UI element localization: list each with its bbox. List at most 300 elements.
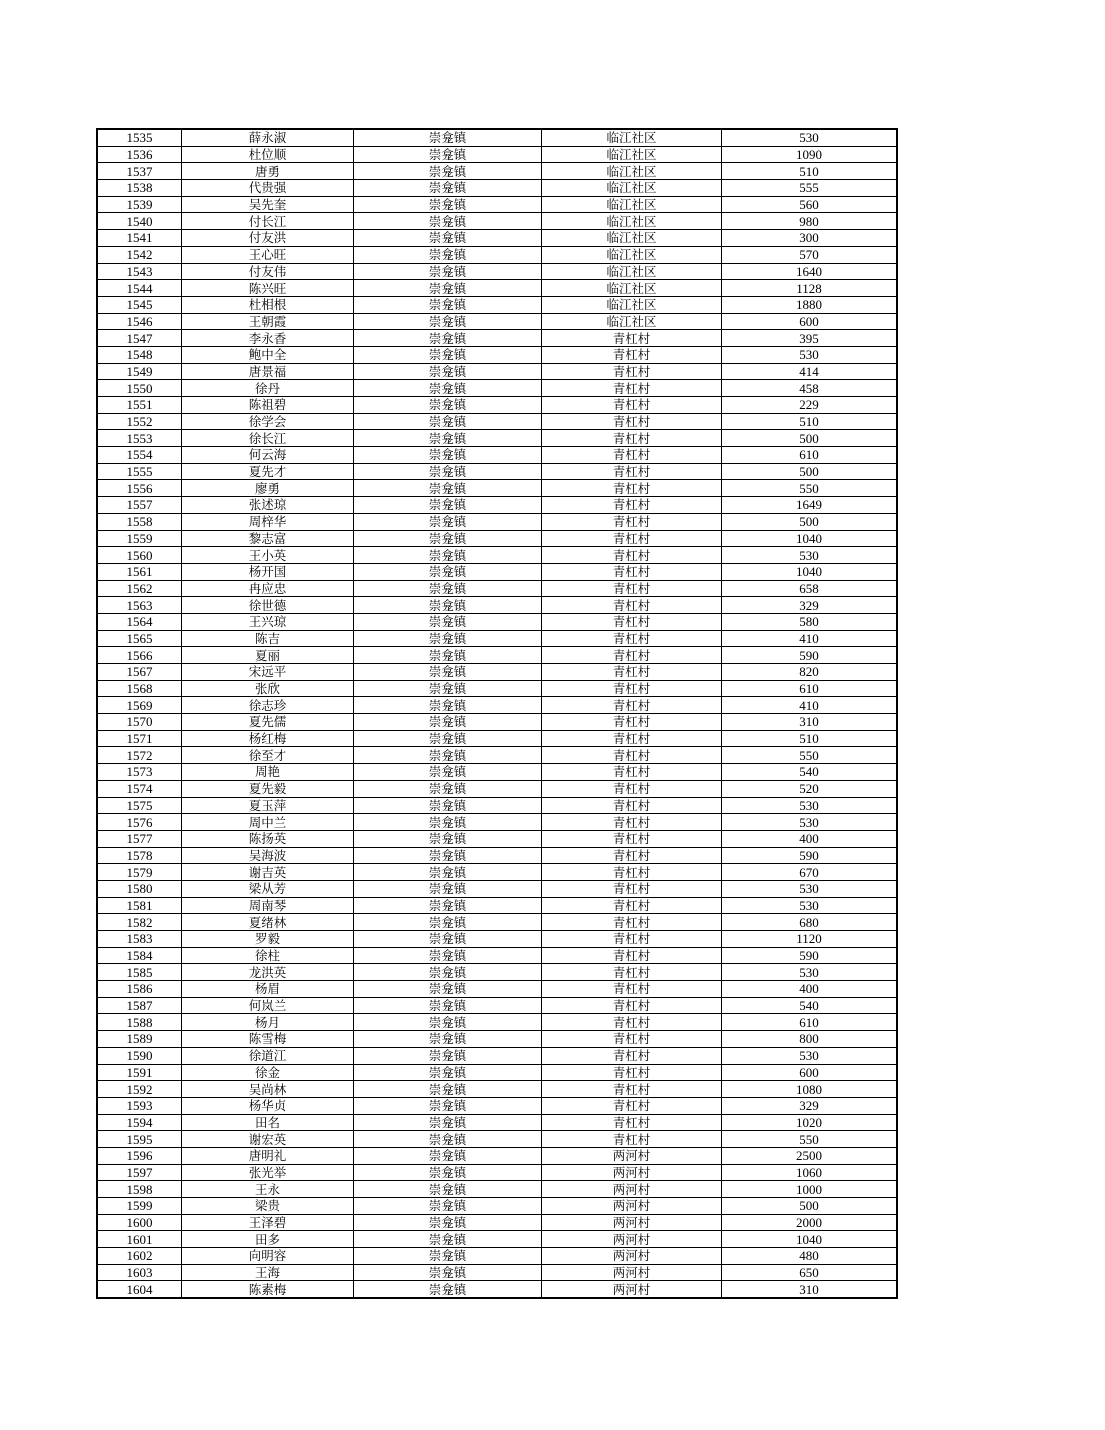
amount-cell: 229 [722, 397, 897, 414]
village-cell: 青杠村 [542, 1031, 722, 1048]
town-cell: 崇龛镇 [354, 580, 542, 597]
village-cell: 青杠村 [542, 430, 722, 447]
amount-cell: 530 [722, 1047, 897, 1064]
town-cell: 崇龛镇 [354, 1081, 542, 1098]
name-cell: 冉应忠 [182, 580, 354, 597]
village-cell: 临江社区 [542, 163, 722, 180]
town-cell: 崇龛镇 [354, 380, 542, 397]
name-cell: 王兴琼 [182, 613, 354, 630]
town-cell: 崇龛镇 [354, 1031, 542, 1048]
table-row [98, 630, 897, 647]
town-cell: 崇龛镇 [354, 647, 542, 664]
amount-cell: 1040 [722, 563, 897, 580]
row-number-cell: 1549 [98, 363, 182, 380]
town-cell: 崇龛镇 [354, 463, 542, 480]
name-cell: 陈素梅 [182, 1281, 354, 1298]
town-cell: 崇龛镇 [354, 914, 542, 931]
town-cell: 崇龛镇 [354, 830, 542, 847]
row-number-cell: 1600 [98, 1214, 182, 1231]
name-cell: 杜相根 [182, 296, 354, 313]
village-cell: 青杠村 [542, 597, 722, 614]
village-cell: 青杠村 [542, 997, 722, 1014]
village-cell: 青杠村 [542, 814, 722, 831]
town-cell: 崇龛镇 [354, 697, 542, 714]
village-cell: 临江社区 [542, 263, 722, 280]
row-number-cell: 1553 [98, 430, 182, 447]
name-cell: 何云海 [182, 447, 354, 464]
amount-cell: 980 [722, 213, 897, 230]
town-cell: 崇龛镇 [354, 981, 542, 998]
row-number-cell: 1551 [98, 397, 182, 414]
name-cell: 徐世德 [182, 597, 354, 614]
row-number-cell: 1557 [98, 497, 182, 514]
village-cell: 临江社区 [542, 313, 722, 330]
village-cell: 两河村 [542, 1281, 722, 1298]
amount-cell: 1040 [722, 1231, 897, 1248]
town-cell: 崇龛镇 [354, 1198, 542, 1215]
amount-cell: 610 [722, 1014, 897, 1031]
amount-cell: 600 [722, 1064, 897, 1081]
amount-cell: 510 [722, 163, 897, 180]
name-cell: 徐丹 [182, 380, 354, 397]
amount-cell: 500 [722, 430, 897, 447]
name-cell: 杨眉 [182, 981, 354, 998]
amount-cell: 1020 [722, 1114, 897, 1131]
village-cell: 两河村 [542, 1181, 722, 1198]
name-cell: 李永香 [182, 330, 354, 347]
table-row [98, 697, 897, 714]
town-cell: 崇龛镇 [354, 397, 542, 414]
town-cell: 崇龛镇 [354, 1248, 542, 1265]
table-row [98, 230, 897, 247]
amount-cell: 530 [722, 130, 897, 147]
amount-cell: 400 [722, 830, 897, 847]
village-cell: 青杠村 [542, 447, 722, 464]
table-row [98, 1181, 897, 1198]
town-cell: 崇龛镇 [354, 1114, 542, 1131]
amount-cell: 680 [722, 914, 897, 931]
amount-cell: 670 [722, 864, 897, 881]
name-cell: 夏先才 [182, 463, 354, 480]
name-cell: 夏先儒 [182, 714, 354, 731]
name-cell: 王永 [182, 1181, 354, 1198]
table-row [98, 714, 897, 731]
table-row [98, 664, 897, 681]
name-cell: 陈扬英 [182, 830, 354, 847]
name-cell: 唐勇 [182, 163, 354, 180]
row-number-cell: 1560 [98, 547, 182, 564]
town-cell: 崇龛镇 [354, 530, 542, 547]
amount-cell: 650 [722, 1264, 897, 1281]
town-cell: 崇龛镇 [354, 664, 542, 681]
records-table [97, 129, 897, 1298]
town-cell: 崇龛镇 [354, 363, 542, 380]
amount-cell: 410 [722, 697, 897, 714]
row-number-cell: 1571 [98, 730, 182, 747]
table-row [98, 931, 897, 948]
table-row [98, 1164, 897, 1181]
name-cell: 张光举 [182, 1164, 354, 1181]
amount-cell: 480 [722, 1248, 897, 1265]
village-cell: 青杠村 [542, 463, 722, 480]
town-cell: 崇龛镇 [354, 897, 542, 914]
row-number-cell: 1542 [98, 246, 182, 263]
name-cell: 徐金 [182, 1064, 354, 1081]
town-cell: 崇龛镇 [354, 1064, 542, 1081]
table-row [98, 780, 897, 797]
amount-cell: 395 [722, 330, 897, 347]
row-number-cell: 1575 [98, 797, 182, 814]
name-cell: 陈兴旺 [182, 280, 354, 297]
name-cell: 陈祖碧 [182, 397, 354, 414]
name-cell: 杨华贞 [182, 1097, 354, 1114]
village-cell: 青杠村 [542, 1114, 722, 1131]
amount-cell: 530 [722, 547, 897, 564]
town-cell: 崇龛镇 [354, 630, 542, 647]
row-number-cell: 1574 [98, 780, 182, 797]
table-row [98, 296, 897, 313]
village-cell: 临江社区 [542, 230, 722, 247]
village-cell: 青杠村 [542, 714, 722, 731]
name-cell: 徐学会 [182, 413, 354, 430]
table-row [98, 897, 897, 914]
row-number-cell: 1547 [98, 330, 182, 347]
town-cell: 崇龛镇 [354, 880, 542, 897]
name-cell: 王朝霞 [182, 313, 354, 330]
table-row [98, 513, 897, 530]
village-cell: 临江社区 [542, 180, 722, 197]
village-cell: 青杠村 [542, 680, 722, 697]
row-number-cell: 1596 [98, 1147, 182, 1164]
row-number-cell: 1555 [98, 463, 182, 480]
table-row [98, 397, 897, 414]
amount-cell: 500 [722, 463, 897, 480]
village-cell: 青杠村 [542, 580, 722, 597]
table-row [98, 764, 897, 781]
table-row [98, 480, 897, 497]
table-row [98, 647, 897, 664]
row-number-cell: 1548 [98, 346, 182, 363]
row-number-cell: 1565 [98, 630, 182, 647]
village-cell: 青杠村 [542, 1047, 722, 1064]
town-cell: 崇龛镇 [354, 997, 542, 1014]
row-number-cell: 1576 [98, 814, 182, 831]
table-row [98, 597, 897, 614]
village-cell: 两河村 [542, 1214, 722, 1231]
town-cell: 崇龛镇 [354, 230, 542, 247]
town-cell: 崇龛镇 [354, 213, 542, 230]
amount-cell: 410 [722, 630, 897, 647]
table-row [98, 363, 897, 380]
village-cell: 青杠村 [542, 847, 722, 864]
row-number-cell: 1579 [98, 864, 182, 881]
amount-cell: 1128 [722, 280, 897, 297]
amount-cell: 329 [722, 1097, 897, 1114]
name-cell: 廖勇 [182, 480, 354, 497]
name-cell: 周南琴 [182, 897, 354, 914]
row-number-cell: 1594 [98, 1114, 182, 1131]
town-cell: 崇龛镇 [354, 947, 542, 964]
row-number-cell: 1604 [98, 1281, 182, 1298]
table-row [98, 563, 897, 580]
row-number-cell: 1581 [98, 897, 182, 914]
town-cell: 崇龛镇 [354, 931, 542, 948]
table-row [98, 914, 897, 931]
town-cell: 崇龛镇 [354, 430, 542, 447]
town-cell: 崇龛镇 [354, 747, 542, 764]
name-cell: 付长江 [182, 213, 354, 230]
village-cell: 青杠村 [542, 647, 722, 664]
amount-cell: 2000 [722, 1214, 897, 1231]
table-row [98, 1064, 897, 1081]
name-cell: 薛永淑 [182, 130, 354, 147]
table-row [98, 497, 897, 514]
table-row [98, 1131, 897, 1148]
village-cell: 青杠村 [542, 380, 722, 397]
name-cell: 杨红梅 [182, 730, 354, 747]
town-cell: 崇龛镇 [354, 280, 542, 297]
amount-cell: 1000 [722, 1181, 897, 1198]
row-number-cell: 1603 [98, 1264, 182, 1281]
row-number-cell: 1562 [98, 580, 182, 597]
row-number-cell: 1589 [98, 1031, 182, 1048]
table-row [98, 580, 897, 597]
village-cell: 青杠村 [542, 864, 722, 881]
amount-cell: 1080 [722, 1081, 897, 1098]
village-cell: 青杠村 [542, 730, 722, 747]
row-number-cell: 1544 [98, 280, 182, 297]
name-cell: 梁贵 [182, 1198, 354, 1215]
amount-cell: 530 [722, 964, 897, 981]
row-number-cell: 1602 [98, 1248, 182, 1265]
village-cell: 两河村 [542, 1231, 722, 1248]
row-number-cell: 1599 [98, 1198, 182, 1215]
town-cell: 崇龛镇 [354, 413, 542, 430]
village-cell: 青杠村 [542, 947, 722, 964]
village-cell: 青杠村 [542, 1014, 722, 1031]
town-cell: 崇龛镇 [354, 1164, 542, 1181]
row-number-cell: 1568 [98, 680, 182, 697]
name-cell: 张述琼 [182, 497, 354, 514]
table-row [98, 547, 897, 564]
village-cell: 青杠村 [542, 797, 722, 814]
table-row [98, 981, 897, 998]
amount-cell: 530 [722, 897, 897, 914]
village-cell: 青杠村 [542, 397, 722, 414]
town-cell: 崇龛镇 [354, 797, 542, 814]
row-number-cell: 1546 [98, 313, 182, 330]
row-number-cell: 1545 [98, 296, 182, 313]
town-cell: 崇龛镇 [354, 847, 542, 864]
amount-cell: 500 [722, 1198, 897, 1215]
name-cell: 唐明礼 [182, 1147, 354, 1164]
row-number-cell: 1580 [98, 880, 182, 897]
village-cell: 青杠村 [542, 880, 722, 897]
data-sheet [97, 129, 897, 1298]
village-cell: 青杠村 [542, 780, 722, 797]
village-cell: 青杠村 [542, 480, 722, 497]
amount-cell: 1060 [722, 1164, 897, 1181]
amount-cell: 550 [722, 1131, 897, 1148]
town-cell: 崇龛镇 [354, 597, 542, 614]
table-row [98, 1081, 897, 1098]
table-row [98, 196, 897, 213]
town-cell: 崇龛镇 [354, 680, 542, 697]
name-cell: 黎志富 [182, 530, 354, 547]
name-cell: 何岚兰 [182, 997, 354, 1014]
table-row [98, 530, 897, 547]
amount-cell: 560 [722, 196, 897, 213]
village-cell: 青杠村 [542, 1081, 722, 1098]
row-number-cell: 1588 [98, 1014, 182, 1031]
village-cell: 临江社区 [542, 213, 722, 230]
village-cell: 青杠村 [542, 914, 722, 931]
table-row [98, 847, 897, 864]
village-cell: 两河村 [542, 1248, 722, 1265]
row-number-cell: 1569 [98, 697, 182, 714]
amount-cell: 555 [722, 180, 897, 197]
village-cell: 青杠村 [542, 413, 722, 430]
table-row [98, 730, 897, 747]
table-row [98, 280, 897, 297]
name-cell: 陈雪梅 [182, 1031, 354, 1048]
town-cell: 崇龛镇 [354, 613, 542, 630]
village-cell: 青杠村 [542, 1131, 722, 1148]
town-cell: 崇龛镇 [354, 547, 542, 564]
name-cell: 陈吉 [182, 630, 354, 647]
town-cell: 崇龛镇 [354, 146, 542, 163]
amount-cell: 540 [722, 997, 897, 1014]
table-row [98, 880, 897, 897]
village-cell: 青杠村 [542, 613, 722, 630]
table-row [98, 263, 897, 280]
amount-cell: 1090 [722, 146, 897, 163]
table-row [98, 1281, 897, 1298]
village-cell: 青杠村 [542, 563, 722, 580]
name-cell: 吴海波 [182, 847, 354, 864]
amount-cell: 610 [722, 447, 897, 464]
table-row [98, 1231, 897, 1248]
table-row [98, 1114, 897, 1131]
village-cell: 临江社区 [542, 280, 722, 297]
amount-cell: 590 [722, 647, 897, 664]
village-cell: 青杠村 [542, 931, 722, 948]
row-number-cell: 1601 [98, 1231, 182, 1248]
town-cell: 崇龛镇 [354, 1231, 542, 1248]
town-cell: 崇龛镇 [354, 130, 542, 147]
name-cell: 唐景福 [182, 363, 354, 380]
name-cell: 田多 [182, 1231, 354, 1248]
amount-cell: 590 [722, 847, 897, 864]
name-cell: 夏玉萍 [182, 797, 354, 814]
town-cell: 崇龛镇 [354, 730, 542, 747]
name-cell: 徐长江 [182, 430, 354, 447]
town-cell: 崇龛镇 [354, 780, 542, 797]
name-cell: 龙洪英 [182, 964, 354, 981]
row-number-cell: 1538 [98, 180, 182, 197]
row-number-cell: 1598 [98, 1181, 182, 1198]
town-cell: 崇龛镇 [354, 1281, 542, 1298]
town-cell: 崇龛镇 [354, 330, 542, 347]
town-cell: 崇龛镇 [354, 263, 542, 280]
row-number-cell: 1570 [98, 714, 182, 731]
town-cell: 崇龛镇 [354, 163, 542, 180]
table-row [98, 680, 897, 697]
amount-cell: 580 [722, 613, 897, 630]
village-cell: 青杠村 [542, 1097, 722, 1114]
village-cell: 青杠村 [542, 630, 722, 647]
town-cell: 崇龛镇 [354, 1131, 542, 1148]
village-cell: 青杠村 [542, 697, 722, 714]
name-cell: 周梓华 [182, 513, 354, 530]
town-cell: 崇龛镇 [354, 447, 542, 464]
table-row [98, 213, 897, 230]
town-cell: 崇龛镇 [354, 180, 542, 197]
row-number-cell: 1539 [98, 196, 182, 213]
town-cell: 崇龛镇 [354, 1147, 542, 1164]
town-cell: 崇龛镇 [354, 714, 542, 731]
name-cell: 徐志珍 [182, 697, 354, 714]
town-cell: 崇龛镇 [354, 313, 542, 330]
table-row [98, 180, 897, 197]
amount-cell: 610 [722, 680, 897, 697]
town-cell: 崇龛镇 [354, 1097, 542, 1114]
table-row [98, 1214, 897, 1231]
village-cell: 青杠村 [542, 330, 722, 347]
village-cell: 青杠村 [542, 363, 722, 380]
table-row [98, 1047, 897, 1064]
row-number-cell: 1536 [98, 146, 182, 163]
row-number-cell: 1595 [98, 1131, 182, 1148]
village-cell: 青杠村 [542, 547, 722, 564]
village-cell: 青杠村 [542, 513, 722, 530]
table-row [98, 413, 897, 430]
amount-cell: 1640 [722, 263, 897, 280]
name-cell: 徐至才 [182, 747, 354, 764]
amount-cell: 530 [722, 880, 897, 897]
town-cell: 崇龛镇 [354, 246, 542, 263]
amount-cell: 550 [722, 480, 897, 497]
table-row [98, 1147, 897, 1164]
name-cell: 谢宏英 [182, 1131, 354, 1148]
table-row [98, 1031, 897, 1048]
amount-cell: 510 [722, 730, 897, 747]
row-number-cell: 1540 [98, 213, 182, 230]
town-cell: 崇龛镇 [354, 814, 542, 831]
table-row [98, 430, 897, 447]
table-row [98, 1264, 897, 1281]
row-number-cell: 1554 [98, 447, 182, 464]
amount-cell: 540 [722, 764, 897, 781]
town-cell: 崇龛镇 [354, 964, 542, 981]
table-row [98, 747, 897, 764]
row-number-cell: 1584 [98, 947, 182, 964]
row-number-cell: 1561 [98, 563, 182, 580]
row-number-cell: 1577 [98, 830, 182, 847]
amount-cell: 310 [722, 1281, 897, 1298]
row-number-cell: 1556 [98, 480, 182, 497]
row-number-cell: 1590 [98, 1047, 182, 1064]
row-number-cell: 1572 [98, 747, 182, 764]
amount-cell: 1040 [722, 530, 897, 547]
village-cell: 青杠村 [542, 346, 722, 363]
amount-cell: 329 [722, 597, 897, 614]
table-row [98, 613, 897, 630]
table-row [98, 814, 897, 831]
row-number-cell: 1586 [98, 981, 182, 998]
row-number-cell: 1563 [98, 597, 182, 614]
table-row [98, 163, 897, 180]
